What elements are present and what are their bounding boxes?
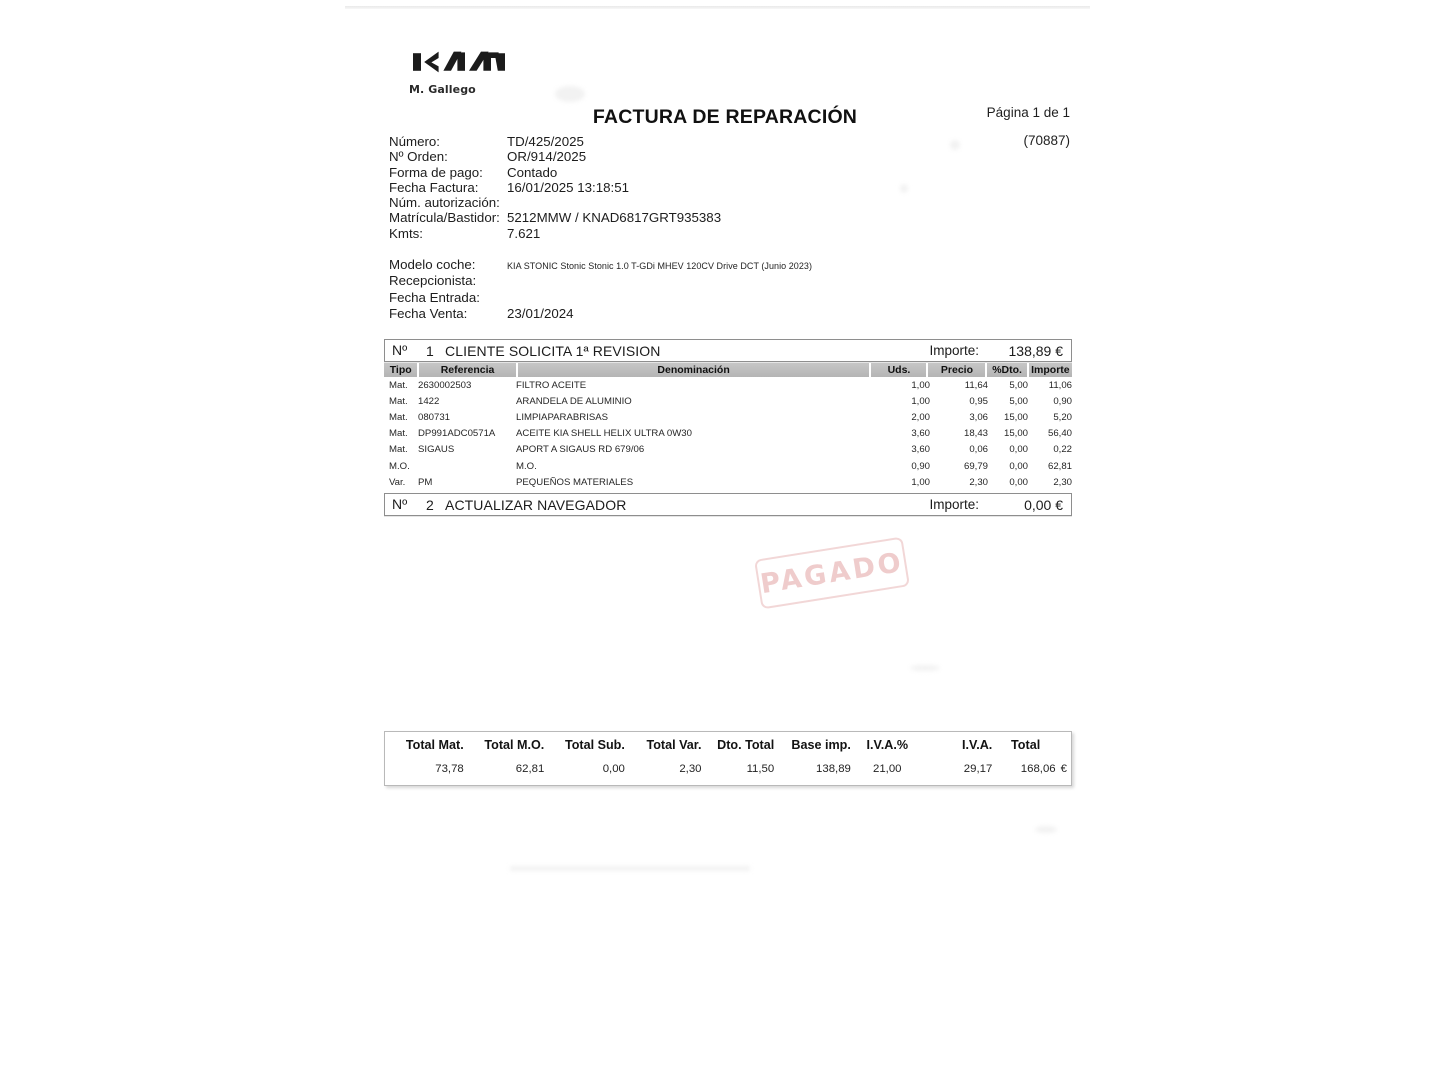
meta-value: Contado xyxy=(507,164,558,180)
table-row xyxy=(384,409,1072,425)
scan-smudge xyxy=(910,665,940,671)
column-header-den: Denominación xyxy=(518,363,872,377)
cell-pre: 11,64 xyxy=(964,379,988,391)
cell-tipo: Var. xyxy=(389,476,406,488)
cell-tipo: Mat. xyxy=(389,395,408,407)
cell-ref: 080731 xyxy=(418,411,451,423)
meta-label: Kmts: xyxy=(389,225,423,241)
job-no-label: Nº xyxy=(392,496,408,513)
vehicle-meta-list xyxy=(389,257,1009,323)
meta-row xyxy=(389,195,949,210)
meta-row xyxy=(389,257,1009,273)
meta-row xyxy=(389,226,949,241)
cell-dto: 15,00 xyxy=(1003,411,1028,423)
page-top-edge xyxy=(345,6,1090,9)
cell-uds: 1,00 xyxy=(911,379,930,391)
total-sub-col xyxy=(548,738,629,775)
column-header-tipo: Tipo xyxy=(384,363,419,377)
meta-row xyxy=(389,273,1009,289)
total-iva-col xyxy=(920,738,997,775)
meta-row xyxy=(389,149,949,164)
cell-imp: 56,40 xyxy=(1047,428,1072,440)
cell-pre: 2,30 xyxy=(969,476,988,488)
total-mo-value: 62,81 xyxy=(515,763,545,775)
table-row xyxy=(384,458,1072,474)
meta-value: OR/914/2025 xyxy=(507,149,587,165)
meta-row xyxy=(389,165,949,180)
meta-value: 16/01/2025 13:18:51 xyxy=(507,179,630,195)
cell-tipo: Mat. xyxy=(389,379,408,391)
total-mo-label: Total M.O. xyxy=(484,738,545,752)
meta-label: Fecha Factura: xyxy=(389,179,479,195)
meta-value: 23/01/2024 xyxy=(507,306,574,322)
table-row xyxy=(384,442,1072,458)
total-iva-label: I.V.A. xyxy=(961,738,993,752)
meta-label: Forma de pago: xyxy=(389,164,483,180)
meta-label: Recepcionista: xyxy=(389,273,477,289)
cell-uds: 0,90 xyxy=(911,460,930,472)
meta-label: Fecha Venta: xyxy=(389,306,468,322)
cell-ref: SIGAUS xyxy=(418,444,455,456)
total-var-col xyxy=(629,738,706,775)
table-row xyxy=(384,474,1072,490)
job-description: ACTUALIZAR NAVEGADOR xyxy=(445,497,627,514)
cell-dto: 0,00 xyxy=(1009,444,1028,456)
cell-tipo: M.O. xyxy=(389,460,410,472)
cell-dto: 5,00 xyxy=(1009,395,1028,407)
paid-stamp xyxy=(754,537,910,610)
total-base-label: Base imp. xyxy=(791,738,851,752)
cell-ref: DP991ADC0571A xyxy=(418,428,496,440)
cell-den: APORT A SIGAUS RD 679/06 xyxy=(516,444,645,456)
cell-den: ARANDELA DE ALUMINIO xyxy=(516,395,632,407)
kia-logo xyxy=(409,47,513,77)
cell-uds: 1,00 xyxy=(911,395,930,407)
meta-row xyxy=(389,210,949,225)
total-var-value: 2,30 xyxy=(679,763,702,775)
cell-imp: 0,90 xyxy=(1053,395,1072,407)
meta-value: 7.621 xyxy=(507,225,541,241)
totals-grid xyxy=(385,732,1071,775)
cell-imp: 0,22 xyxy=(1053,444,1072,456)
job-importe-value: 138,89 € xyxy=(1008,343,1063,359)
table-row xyxy=(384,377,1072,393)
meta-row xyxy=(389,134,949,149)
cell-den: LIMPIAPARABRISAS xyxy=(516,411,609,423)
total-sub-label: Total Sub. xyxy=(564,738,625,752)
meta-label: Matrícula/Bastidor: xyxy=(389,210,500,226)
total-base-value: 138,89 xyxy=(816,763,851,775)
page-title: FACTURA DE REPARACIÓN xyxy=(592,106,858,128)
cell-den: M.O. xyxy=(516,460,537,472)
page-indicator: Página 1 de 1 xyxy=(986,105,1070,120)
total-dto-col xyxy=(706,738,779,775)
scan-smudge xyxy=(510,866,750,871)
cell-den: ACEITE KIA SHELL HELIX ULTRA 0W30 xyxy=(516,428,692,440)
paid-stamp-text: PAGADO xyxy=(758,546,906,600)
cell-ref: 2630002503 xyxy=(418,379,472,391)
cell-ref: 1422 xyxy=(418,395,440,407)
cell-tipo: Mat. xyxy=(389,428,408,440)
cell-ref: PM xyxy=(418,476,433,488)
cell-tipo: Mat. xyxy=(389,411,408,423)
job-header-row xyxy=(384,339,1072,362)
total-grand-value-row xyxy=(996,752,1067,775)
column-header-dto: %Dto. xyxy=(987,363,1028,377)
currency-symbol: € xyxy=(1060,763,1067,775)
cell-pre: 0,06 xyxy=(969,444,988,456)
job-index: 1 xyxy=(426,343,434,359)
cell-imp: 2,30 xyxy=(1053,476,1072,488)
meta-row xyxy=(389,180,949,195)
cell-imp: 11,06 xyxy=(1048,379,1072,391)
cell-tipo: Mat. xyxy=(389,444,408,456)
table-row xyxy=(384,393,1072,409)
total-iva-pct-label: I.V.A.% xyxy=(866,738,909,752)
cell-uds: 3,60 xyxy=(911,444,930,456)
scan-smudge xyxy=(1035,826,1057,833)
meta-label: Núm. autorización: xyxy=(389,195,500,211)
column-header-ref: Referencia xyxy=(419,363,517,377)
total-iva-pct-value: 21,00 xyxy=(873,763,902,775)
total-grand-label: Total xyxy=(1011,738,1041,752)
column-header-uds: Uds. xyxy=(871,363,928,377)
column-header-pre: Precio xyxy=(928,363,987,377)
total-sub-value: 0,00 xyxy=(602,763,625,775)
cell-dto: 15,00 xyxy=(1003,428,1028,440)
cell-uds: 3,60 xyxy=(911,428,930,440)
total-mat-col xyxy=(385,738,468,775)
meta-label: Nº Orden: xyxy=(389,149,448,165)
total-dto-value: 11,50 xyxy=(746,763,775,775)
cell-pre: 18,43 xyxy=(963,428,988,440)
job-description: CLIENTE SOLICITA 1ª REVISION xyxy=(445,343,661,359)
auth-code: (70887) xyxy=(1023,133,1070,148)
total-mat-label: Total Mat. xyxy=(405,738,464,752)
total-mo-col xyxy=(468,738,549,775)
column-header-imp: Importe xyxy=(1029,363,1072,377)
meta-row xyxy=(389,290,1009,306)
job-header-row xyxy=(384,493,1072,516)
totals-box xyxy=(384,731,1072,786)
meta-label: Modelo coche: xyxy=(389,257,476,272)
table-row xyxy=(384,426,1072,442)
meta-value: 5212MMW / KNAD6817GRT935383 xyxy=(507,210,722,226)
cell-den: PEQUEÑOS MATERIALES xyxy=(516,476,634,488)
total-iva-value: 29,17 xyxy=(963,763,993,775)
column-header-row xyxy=(384,363,1072,377)
cell-imp: 62,81 xyxy=(1047,460,1072,472)
job-importe-label: Importe: xyxy=(929,343,979,358)
job-index: 2 xyxy=(426,497,434,514)
cell-dto: 0,00 xyxy=(1009,476,1028,488)
total-grand-value: 168,06 xyxy=(1020,763,1056,775)
cell-den: FILTRO ACEITE xyxy=(516,379,587,391)
total-grand-col xyxy=(996,738,1071,775)
cell-pre: 69,79 xyxy=(963,460,988,472)
cell-dto: 5,00 xyxy=(1009,379,1028,391)
meta-label: Fecha Entrada: xyxy=(389,289,480,305)
meta-value: KIA STONIC Stonic Stonic 1.0 T-GDi MHEV 120CV Drive DCT (Junio 2023) xyxy=(507,261,813,271)
cell-uds: 1,00 xyxy=(911,476,930,488)
meta-value: TD/425/2025 xyxy=(507,134,584,149)
job-no-label: Nº xyxy=(392,342,408,358)
total-var-label: Total Var. xyxy=(646,738,702,752)
meta-label: Número: xyxy=(389,134,440,149)
scan-smudge xyxy=(555,86,585,102)
total-iva-pct-col xyxy=(855,738,920,775)
job-importe-value: 0,00 € xyxy=(1024,497,1063,514)
invoice-meta-list xyxy=(389,134,949,241)
job-importe-label: Importe: xyxy=(929,497,979,513)
dealer-name: M. Gallego xyxy=(409,83,476,96)
meta-row xyxy=(389,306,1009,322)
cell-pre: 0,95 xyxy=(969,395,988,407)
cell-uds: 2,00 xyxy=(911,411,930,423)
cell-dto: 0,00 xyxy=(1009,460,1028,472)
line-items-table xyxy=(384,339,1072,516)
cell-pre: 3,06 xyxy=(969,411,988,423)
total-dto-label: Dto. Total xyxy=(717,738,775,752)
total-mat-value: 73,78 xyxy=(435,763,464,775)
brand-logo-block xyxy=(409,47,559,96)
cell-imp: 5,20 xyxy=(1053,411,1072,423)
total-base-col xyxy=(778,738,855,775)
